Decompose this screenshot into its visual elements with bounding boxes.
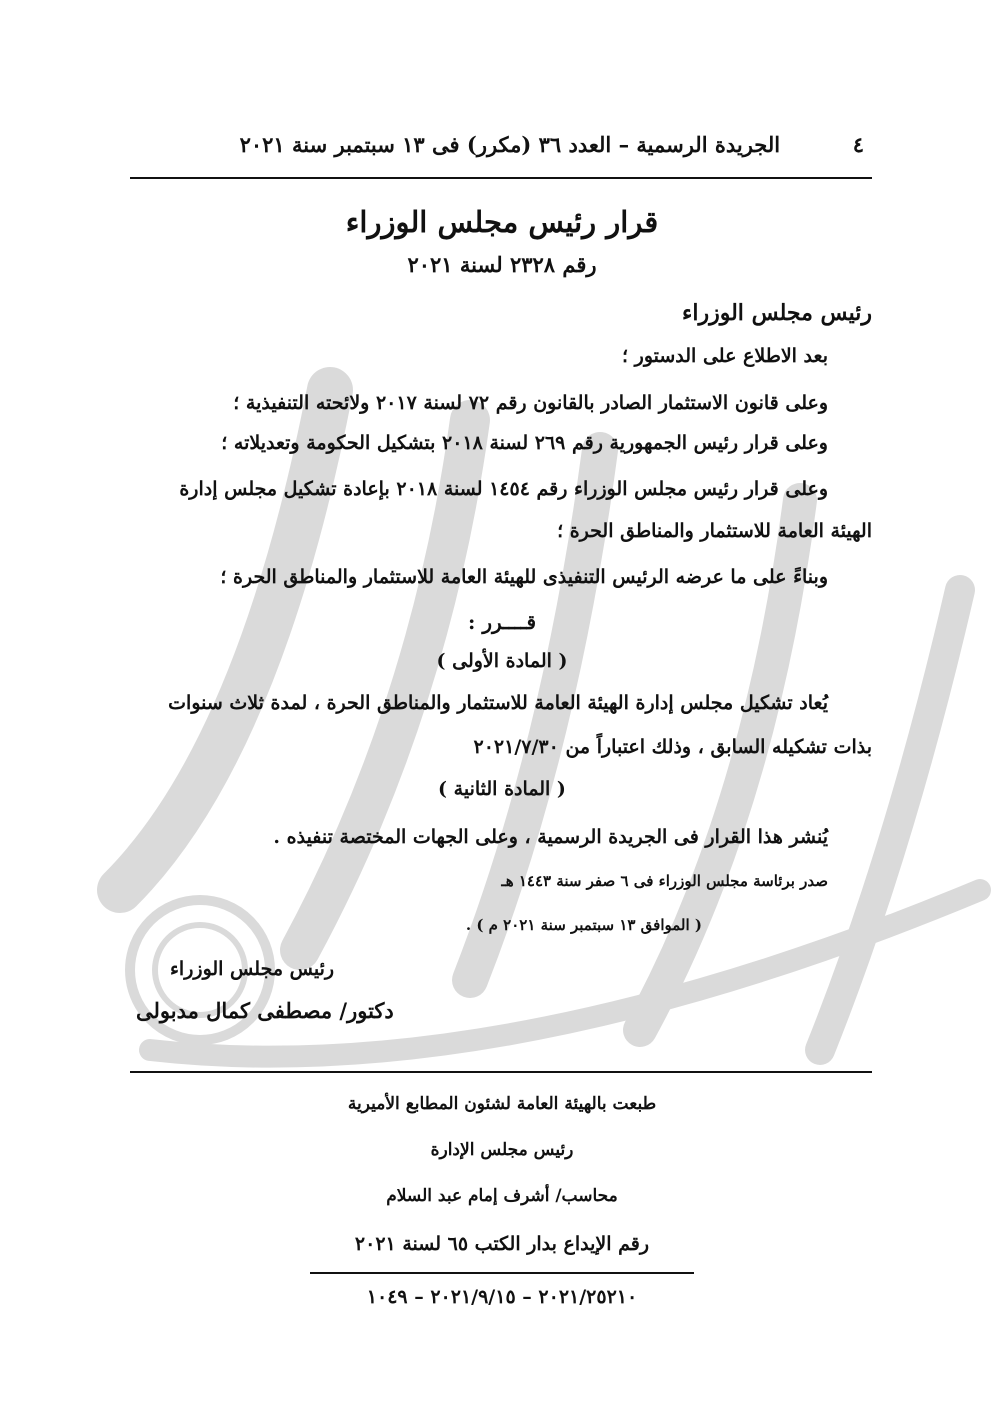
- printed-by: طبعت بالهيئة العامة لشئون المطابع الأميرية: [347, 1094, 657, 1114]
- preamble-line: الهيئة العامة للاستثمار والمناطق الحرة ؛: [557, 520, 872, 542]
- footer-divider: [130, 1071, 872, 1073]
- article-2-heading: ( المادة الثانية ): [438, 778, 566, 800]
- signature-name: دكتور/ مصطفى كمال مدبولى: [136, 998, 394, 1023]
- preamble-line: وعلى قرار رئيس الجمهورية رقم ٢٦٩ لسنة ٢٠١٨ بتشكيل الحكومة وتعديلاته ؛: [221, 432, 828, 454]
- article-1-heading: ( المادة الأولى ): [436, 650, 568, 672]
- issued-date-hijri: صدر برئاسة مجلس الوزراء فى ٦ صفر سنة ١٤٤٣ هـ: [501, 872, 828, 890]
- chairman-title: رئيس مجلس الإدارة: [430, 1140, 574, 1160]
- article-1-text: بذات تشكيله السابق ، وذلك اعتباراً من ٢٠٢١/٧/٣٠: [473, 736, 872, 758]
- preamble-line: وعلى قرار رئيس مجلس الوزراء رقم ١٤٥٤ لسنة ٢٠١٨ بإعادة تشكيل مجلس إدارة: [179, 478, 828, 500]
- header-divider: [130, 177, 872, 179]
- print-code: ٢٠٢١/٢٥٢١٠ – ٢٠٢١/٩/١٥ – ١٠٤٩: [366, 1286, 638, 1308]
- chairman-name: محاسب/ أشرف إمام عبد السلام: [386, 1186, 618, 1206]
- decree-number: رقم ٢٣٢٨ لسنة ٢٠٢١: [407, 252, 597, 277]
- signature-role: رئيس مجلس الوزراء: [170, 958, 335, 980]
- deposit-number: رقم الإيداع بدار الكتب ٦٥ لسنة ٢٠٢١: [354, 1233, 650, 1255]
- preamble-line: وبناءً على ما عرضه الرئيس التنفيذى للهيئة العامة للاستثمار والمناطق الحرة ؛: [220, 566, 828, 588]
- decree-issuer: رئيس مجلس الوزراء: [682, 300, 872, 326]
- footer-short-divider: [310, 1272, 694, 1274]
- decided-heading: قــــرر :: [467, 610, 537, 634]
- article-2-text: يُنشر هذا القرار فى الجريدة الرسمية ، وعلى الجهات المختصة تنفيذه .: [273, 826, 828, 848]
- decree-title: قرار رئيس مجلس الوزراء: [345, 205, 659, 239]
- preamble-line: بعد الاطلاع على الدستور ؛: [622, 345, 828, 367]
- preamble-line: وعلى قانون الاستثمار الصادر بالقانون رقم ٧٢ لسنة ٢٠١٧ ولائحته التنفيذية ؛: [233, 392, 828, 414]
- article-1-text: يُعاد تشكيل مجلس إدارة الهيئة العامة للاستثمار والمناطق الحرة ، لمدة ثلاث سنوات: [168, 692, 828, 714]
- page-number: ٤: [852, 132, 864, 157]
- gazette-header: [240, 132, 864, 157]
- issued-date-gregorian: ( الموافق ١٣ سبتمبر سنة ٢٠٢١ م ) .: [465, 916, 702, 934]
- gazette-issue-line: الجريدة الرسمية – العدد ٣٦ (مكرر) فى ١٣ سبتمبر سنة ٢٠٢١: [239, 132, 781, 157]
